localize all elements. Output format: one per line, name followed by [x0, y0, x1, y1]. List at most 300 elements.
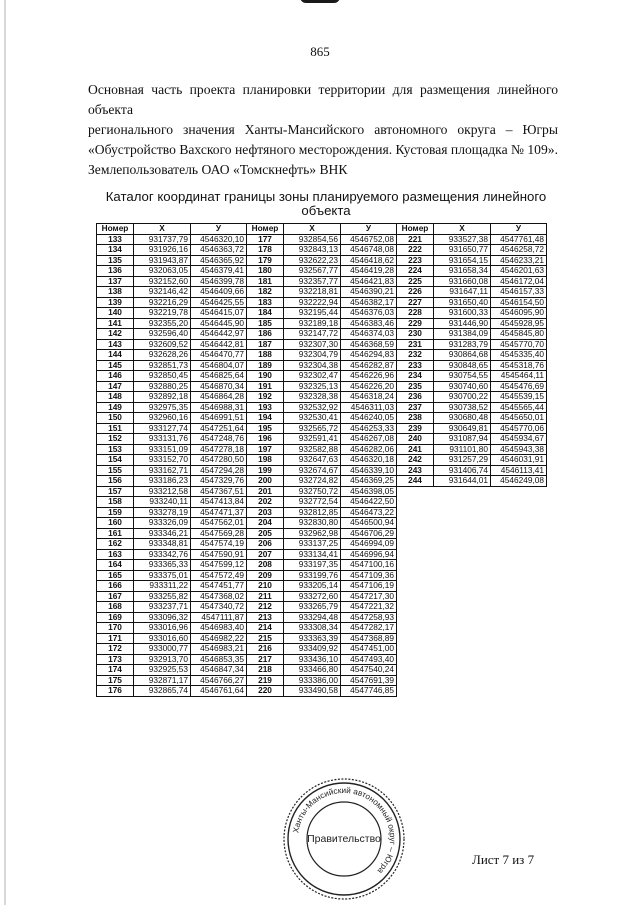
y-coordinate-cell: 4547329,76	[191, 476, 247, 487]
empty-cell	[397, 686, 434, 697]
empty-cell	[491, 633, 547, 644]
point-number-cell: 133	[97, 234, 134, 245]
y-coordinate-cell: 4546415,07	[191, 308, 247, 319]
x-coordinate-cell: 933016,96	[134, 623, 191, 634]
x-coordinate-cell: 931446,90	[434, 318, 491, 329]
point-number-cell: 180	[247, 266, 284, 277]
point-number-cell: 162	[97, 539, 134, 550]
y-coordinate-cell: 4546761,64	[191, 686, 247, 697]
point-number-cell: 148	[97, 392, 134, 403]
y-coordinate-cell: 4546172,04	[491, 276, 547, 287]
x-coordinate-cell: 931600,33	[434, 308, 491, 319]
point-number-cell: 187	[247, 339, 284, 350]
y-coordinate-cell: 4546379,41	[191, 266, 247, 277]
empty-cell	[397, 644, 434, 655]
point-number-cell: 179	[247, 255, 284, 266]
table-row	[97, 518, 547, 529]
table-row	[97, 476, 547, 487]
point-number-cell: 194	[247, 413, 284, 424]
empty-cell	[397, 507, 434, 518]
point-number-cell: 241	[397, 444, 434, 455]
x-coordinate-cell: 932216,29	[134, 297, 191, 308]
binding-mark	[300, 0, 340, 3]
x-coordinate-cell: 932854,56	[284, 234, 341, 245]
empty-cell	[397, 675, 434, 686]
x-coordinate-cell: 932880,25	[134, 381, 191, 392]
empty-cell	[491, 612, 547, 623]
point-number-cell: 232	[397, 350, 434, 361]
x-coordinate-cell: 932851,73	[134, 360, 191, 371]
point-number-cell: 205	[247, 528, 284, 539]
y-coordinate-cell: 4546500,94	[341, 518, 397, 529]
x-coordinate-cell: 932724,82	[284, 476, 341, 487]
table-row	[97, 360, 547, 371]
intro-line-3: «Обустройство Вахского нефтяного месторождения. Кустовая площадка № 109».	[88, 142, 558, 157]
header-number: Номер	[97, 224, 134, 235]
point-number-cell: 243	[397, 465, 434, 476]
x-coordinate-cell: 932750,72	[284, 486, 341, 497]
y-coordinate-cell: 4547746,85	[341, 686, 397, 697]
empty-cell	[434, 507, 491, 518]
x-coordinate-cell: 931101,80	[434, 444, 491, 455]
y-coordinate-cell: 4546382,17	[341, 297, 397, 308]
empty-cell	[434, 497, 491, 508]
intro-line-2: регионального значения Ханты-Мансийского автономного округа – Югры	[88, 122, 558, 137]
y-coordinate-cell: 4546766,27	[191, 675, 247, 686]
official-seal	[282, 777, 406, 901]
point-number-cell: 135	[97, 255, 134, 266]
table-row	[97, 234, 547, 245]
coordinates-table	[96, 223, 547, 697]
header-x: X	[134, 224, 191, 235]
y-coordinate-cell: 4545770,70	[491, 339, 547, 350]
y-coordinate-cell: 4546383,46	[341, 318, 397, 329]
x-coordinate-cell: 932647,63	[284, 455, 341, 466]
y-coordinate-cell: 4546339,10	[341, 465, 397, 476]
y-coordinate-cell: 4546363,72	[191, 245, 247, 256]
point-number-cell: 223	[397, 255, 434, 266]
empty-cell	[397, 581, 434, 592]
empty-cell	[397, 654, 434, 665]
point-number-cell: 181	[247, 276, 284, 287]
y-coordinate-cell: 4546399,78	[191, 276, 247, 287]
table-row	[97, 455, 547, 466]
intro-paragraph	[88, 80, 558, 180]
point-number-cell: 174	[97, 665, 134, 676]
y-coordinate-cell: 4547217,30	[341, 591, 397, 602]
x-coordinate-cell: 932591,41	[284, 434, 341, 445]
point-number-cell: 213	[247, 612, 284, 623]
y-coordinate-cell: 4547282,17	[341, 623, 397, 634]
intro-line-1: Основная часть проекта планировки территории для размещения линейного объекта	[88, 82, 558, 117]
point-number-cell: 209	[247, 570, 284, 581]
y-coordinate-cell: 4547562,01	[191, 518, 247, 529]
y-coordinate-cell: 4546249,08	[491, 476, 547, 487]
empty-cell	[397, 518, 434, 529]
empty-cell	[434, 539, 491, 550]
x-coordinate-cell: 932304,79	[284, 350, 341, 361]
x-coordinate-cell: 932195,44	[284, 308, 341, 319]
x-coordinate-cell: 932772,54	[284, 497, 341, 508]
point-number-cell: 152	[97, 434, 134, 445]
y-coordinate-cell: 4546994,09	[341, 539, 397, 550]
x-coordinate-cell: 931658,34	[434, 266, 491, 277]
point-number-cell: 143	[97, 339, 134, 350]
point-number-cell: 178	[247, 245, 284, 256]
x-coordinate-cell: 933375,01	[134, 570, 191, 581]
x-coordinate-cell: 933134,41	[284, 549, 341, 560]
x-coordinate-cell: 932913,70	[134, 654, 191, 665]
x-coordinate-cell: 932218,81	[284, 287, 341, 298]
point-number-cell: 151	[97, 423, 134, 434]
table-row	[97, 602, 547, 613]
x-coordinate-cell: 933212,58	[134, 486, 191, 497]
point-number-cell: 167	[97, 591, 134, 602]
point-number-cell: 208	[247, 560, 284, 571]
point-number-cell: 146	[97, 371, 134, 382]
y-coordinate-cell: 4547100,16	[341, 560, 397, 571]
y-coordinate-cell: 4545650,01	[491, 413, 547, 424]
point-number-cell: 227	[397, 297, 434, 308]
point-number-cell: 237	[397, 402, 434, 413]
sheet-label: Лист 7 из 7	[472, 852, 535, 867]
x-coordinate-cell: 930649,81	[434, 423, 491, 434]
x-coordinate-cell: 932567,77	[284, 266, 341, 277]
point-number-cell: 242	[397, 455, 434, 466]
point-number-cell: 170	[97, 623, 134, 634]
x-coordinate-cell: 932975,35	[134, 402, 191, 413]
y-coordinate-cell: 4547278,18	[191, 444, 247, 455]
y-coordinate-cell: 4546442,81	[191, 339, 247, 350]
table-row	[97, 581, 547, 592]
point-number-cell: 157	[97, 486, 134, 497]
x-coordinate-cell: 932325,13	[284, 381, 341, 392]
x-coordinate-cell: 933272,60	[284, 591, 341, 602]
table-row	[97, 339, 547, 350]
y-coordinate-cell: 4547221,32	[341, 602, 397, 613]
point-number-cell: 217	[247, 654, 284, 665]
point-number-cell: 191	[247, 381, 284, 392]
table-row	[97, 318, 547, 329]
y-coordinate-cell: 4547574,19	[191, 539, 247, 550]
x-coordinate-cell: 930738,52	[434, 402, 491, 413]
y-coordinate-cell: 4546445,90	[191, 318, 247, 329]
y-coordinate-cell: 4545464,11	[491, 371, 547, 382]
x-coordinate-cell: 932146,42	[134, 287, 191, 298]
empty-cell	[491, 623, 547, 634]
y-coordinate-cell: 4547111,87	[191, 612, 247, 623]
x-coordinate-cell: 932219,78	[134, 308, 191, 319]
y-coordinate-cell: 4546419,28	[341, 266, 397, 277]
point-number-cell: 144	[97, 350, 134, 361]
table-row	[97, 276, 547, 287]
empty-cell	[491, 528, 547, 539]
y-coordinate-cell: 4546368,59	[341, 339, 397, 350]
empty-cell	[491, 581, 547, 592]
table-row	[97, 255, 547, 266]
point-number-cell: 173	[97, 654, 134, 665]
seal-center-text: Правительство	[307, 833, 381, 845]
point-number-cell: 215	[247, 633, 284, 644]
intro-line-4: Землепользователь ОАО «Томскнефть» ВНК	[88, 162, 348, 177]
y-coordinate-cell: 4546318,24	[341, 392, 397, 403]
x-coordinate-cell: 931644,01	[434, 476, 491, 487]
point-number-cell: 207	[247, 549, 284, 560]
y-coordinate-cell: 4546282,87	[341, 360, 397, 371]
table-row	[97, 675, 547, 686]
empty-cell	[434, 591, 491, 602]
y-coordinate-cell: 4546258,72	[491, 245, 547, 256]
table-row	[97, 528, 547, 539]
point-number-cell: 192	[247, 392, 284, 403]
y-coordinate-cell: 4546470,77	[191, 350, 247, 361]
x-coordinate-cell: 932865,74	[134, 686, 191, 697]
x-coordinate-cell: 932596,40	[134, 329, 191, 340]
y-coordinate-cell: 4545770,06	[491, 423, 547, 434]
empty-cell	[397, 665, 434, 676]
empty-cell	[434, 486, 491, 497]
y-coordinate-cell: 4547258,93	[341, 612, 397, 623]
table-row	[97, 465, 547, 476]
point-number-cell: 163	[97, 549, 134, 560]
point-number-cell: 196	[247, 434, 284, 445]
table-row	[97, 329, 547, 340]
y-coordinate-cell: 4546996,94	[341, 549, 397, 560]
y-coordinate-cell: 4547106,19	[341, 581, 397, 592]
x-coordinate-cell: 932302,47	[284, 371, 341, 382]
header-y: У	[191, 224, 247, 235]
point-number-cell: 235	[397, 381, 434, 392]
empty-cell	[434, 528, 491, 539]
empty-cell	[434, 675, 491, 686]
point-number-cell: 228	[397, 308, 434, 319]
y-coordinate-cell: 4546369,25	[341, 476, 397, 487]
point-number-cell: 198	[247, 455, 284, 466]
point-number-cell: 234	[397, 371, 434, 382]
x-coordinate-cell: 931737,79	[134, 234, 191, 245]
table-row	[97, 287, 547, 298]
empty-cell	[397, 539, 434, 550]
table-row	[97, 245, 547, 256]
point-number-cell: 182	[247, 287, 284, 298]
empty-cell	[397, 602, 434, 613]
y-coordinate-cell: 4546113,41	[491, 465, 547, 476]
y-coordinate-cell: 4545934,67	[491, 434, 547, 445]
y-coordinate-cell: 4547368,89	[341, 633, 397, 644]
point-number-cell: 183	[247, 297, 284, 308]
y-coordinate-cell: 4546201,63	[491, 266, 547, 277]
seal-stamp-graphic	[282, 777, 406, 901]
x-coordinate-cell: 933348,81	[134, 539, 191, 550]
point-number-cell: 158	[97, 497, 134, 508]
empty-cell	[397, 549, 434, 560]
point-number-cell: 155	[97, 465, 134, 476]
point-number-cell: 168	[97, 602, 134, 613]
point-number-cell: 244	[397, 476, 434, 487]
empty-cell	[491, 497, 547, 508]
point-number-cell: 219	[247, 675, 284, 686]
table-header-row	[97, 224, 547, 235]
x-coordinate-cell: 933162,71	[134, 465, 191, 476]
table-row	[97, 591, 547, 602]
x-coordinate-cell: 933363,39	[284, 633, 341, 644]
point-number-cell: 222	[397, 245, 434, 256]
x-coordinate-cell: 933186,23	[134, 476, 191, 487]
y-coordinate-cell: 4546804,07	[191, 360, 247, 371]
y-coordinate-cell: 4546748,08	[341, 245, 397, 256]
empty-cell	[491, 560, 547, 571]
empty-cell	[434, 623, 491, 634]
empty-cell	[491, 486, 547, 497]
x-coordinate-cell: 933326,09	[134, 518, 191, 529]
x-coordinate-cell: 933205,14	[284, 581, 341, 592]
point-number-cell: 231	[397, 339, 434, 350]
x-coordinate-cell: 932565,72	[284, 423, 341, 434]
y-coordinate-cell: 4546374,03	[341, 329, 397, 340]
x-coordinate-cell: 932222,94	[284, 297, 341, 308]
y-coordinate-cell: 4546282,06	[341, 444, 397, 455]
empty-cell	[397, 560, 434, 571]
empty-cell	[434, 686, 491, 697]
y-coordinate-cell: 4546154,50	[491, 297, 547, 308]
y-coordinate-cell: 4546752,08	[341, 234, 397, 245]
y-coordinate-cell: 4547572,49	[191, 570, 247, 581]
y-coordinate-cell: 4545539,15	[491, 392, 547, 403]
point-number-cell: 175	[97, 675, 134, 686]
point-number-cell: 211	[247, 591, 284, 602]
table-row	[97, 539, 547, 550]
x-coordinate-cell: 932063,05	[134, 266, 191, 277]
point-number-cell: 160	[97, 518, 134, 529]
point-number-cell: 176	[97, 686, 134, 697]
x-coordinate-cell: 931087,94	[434, 434, 491, 445]
x-coordinate-cell: 932812,85	[284, 507, 341, 518]
empty-cell	[434, 602, 491, 613]
table-row	[97, 612, 547, 623]
table-row	[97, 297, 547, 308]
x-coordinate-cell: 932530,41	[284, 413, 341, 424]
x-coordinate-cell: 932674,67	[284, 465, 341, 476]
x-coordinate-cell: 933311,22	[134, 581, 191, 592]
table-row	[97, 497, 547, 508]
y-coordinate-cell: 4547761,48	[491, 234, 547, 245]
x-coordinate-cell: 933237,71	[134, 602, 191, 613]
table-row	[97, 486, 547, 497]
y-coordinate-cell: 4546425,55	[191, 297, 247, 308]
x-coordinate-cell: 933436,10	[284, 654, 341, 665]
empty-cell	[491, 686, 547, 697]
x-coordinate-cell: 932925,53	[134, 665, 191, 676]
point-number-cell: 229	[397, 318, 434, 329]
header-number: Номер	[397, 224, 434, 235]
y-coordinate-cell: 4546253,33	[341, 423, 397, 434]
x-coordinate-cell: 933016,60	[134, 633, 191, 644]
point-number-cell: 134	[97, 245, 134, 256]
table-row	[97, 371, 547, 382]
empty-cell	[397, 528, 434, 539]
point-number-cell: 204	[247, 518, 284, 529]
y-coordinate-cell: 4547451,00	[341, 644, 397, 655]
x-coordinate-cell: 933096,32	[134, 612, 191, 623]
empty-cell	[491, 507, 547, 518]
table-row	[97, 434, 547, 445]
point-number-cell: 141	[97, 318, 134, 329]
table-row	[97, 381, 547, 392]
point-number-cell: 189	[247, 360, 284, 371]
y-coordinate-cell: 4547109,36	[341, 570, 397, 581]
x-coordinate-cell: 931926,16	[134, 245, 191, 256]
header-x: X	[284, 224, 341, 235]
x-coordinate-cell: 933294,48	[284, 612, 341, 623]
point-number-cell: 201	[247, 486, 284, 497]
x-coordinate-cell: 933000,77	[134, 644, 191, 655]
y-coordinate-cell: 4547340,72	[191, 602, 247, 613]
x-coordinate-cell: 933137,25	[284, 539, 341, 550]
point-number-cell: 136	[97, 266, 134, 277]
empty-cell	[434, 570, 491, 581]
y-coordinate-cell: 4546320,10	[191, 234, 247, 245]
x-coordinate-cell: 931943,87	[134, 255, 191, 266]
empty-cell	[434, 518, 491, 529]
y-coordinate-cell: 4545565,44	[491, 402, 547, 413]
point-number-cell: 206	[247, 539, 284, 550]
x-coordinate-cell: 933365,33	[134, 560, 191, 571]
point-number-cell: 230	[397, 329, 434, 340]
y-coordinate-cell: 4546983,40	[191, 623, 247, 634]
x-coordinate-cell: 932622,23	[284, 255, 341, 266]
point-number-cell: 226	[397, 287, 434, 298]
empty-cell	[434, 633, 491, 644]
point-number-cell: 190	[247, 371, 284, 382]
y-coordinate-cell: 4547413,84	[191, 497, 247, 508]
empty-cell	[491, 549, 547, 560]
empty-cell	[491, 654, 547, 665]
x-coordinate-cell: 932960,16	[134, 413, 191, 424]
y-coordinate-cell: 4545318,76	[491, 360, 547, 371]
x-coordinate-cell: 931384,09	[434, 329, 491, 340]
table-row	[97, 392, 547, 403]
point-number-cell: 164	[97, 560, 134, 571]
y-coordinate-cell: 4546991,51	[191, 413, 247, 424]
y-coordinate-cell: 4546226,96	[341, 371, 397, 382]
x-coordinate-cell: 932962,98	[284, 528, 341, 539]
y-coordinate-cell: 4546870,34	[191, 381, 247, 392]
point-number-cell: 149	[97, 402, 134, 413]
y-coordinate-cell: 4546390,21	[341, 287, 397, 298]
y-coordinate-cell: 4545845,80	[491, 329, 547, 340]
page-number: 865	[310, 44, 330, 59]
point-number-cell: 197	[247, 444, 284, 455]
table-row	[97, 560, 547, 571]
y-coordinate-cell: 4547493,40	[341, 654, 397, 665]
x-coordinate-cell: 932532,92	[284, 402, 341, 413]
y-coordinate-cell: 4546853,35	[191, 654, 247, 665]
point-number-cell: 166	[97, 581, 134, 592]
y-coordinate-cell: 4546988,31	[191, 402, 247, 413]
point-number-cell: 156	[97, 476, 134, 487]
header-x: X	[434, 224, 491, 235]
point-number-cell: 138	[97, 287, 134, 298]
x-coordinate-cell: 933466,80	[284, 665, 341, 676]
y-coordinate-cell: 4546095,90	[491, 308, 547, 319]
y-coordinate-cell: 4546418,62	[341, 255, 397, 266]
point-number-cell: 199	[247, 465, 284, 476]
y-coordinate-cell: 4546240,05	[341, 413, 397, 424]
empty-cell	[434, 549, 491, 560]
table-row	[97, 665, 547, 676]
empty-cell	[491, 518, 547, 529]
x-coordinate-cell: 930864,68	[434, 350, 491, 361]
